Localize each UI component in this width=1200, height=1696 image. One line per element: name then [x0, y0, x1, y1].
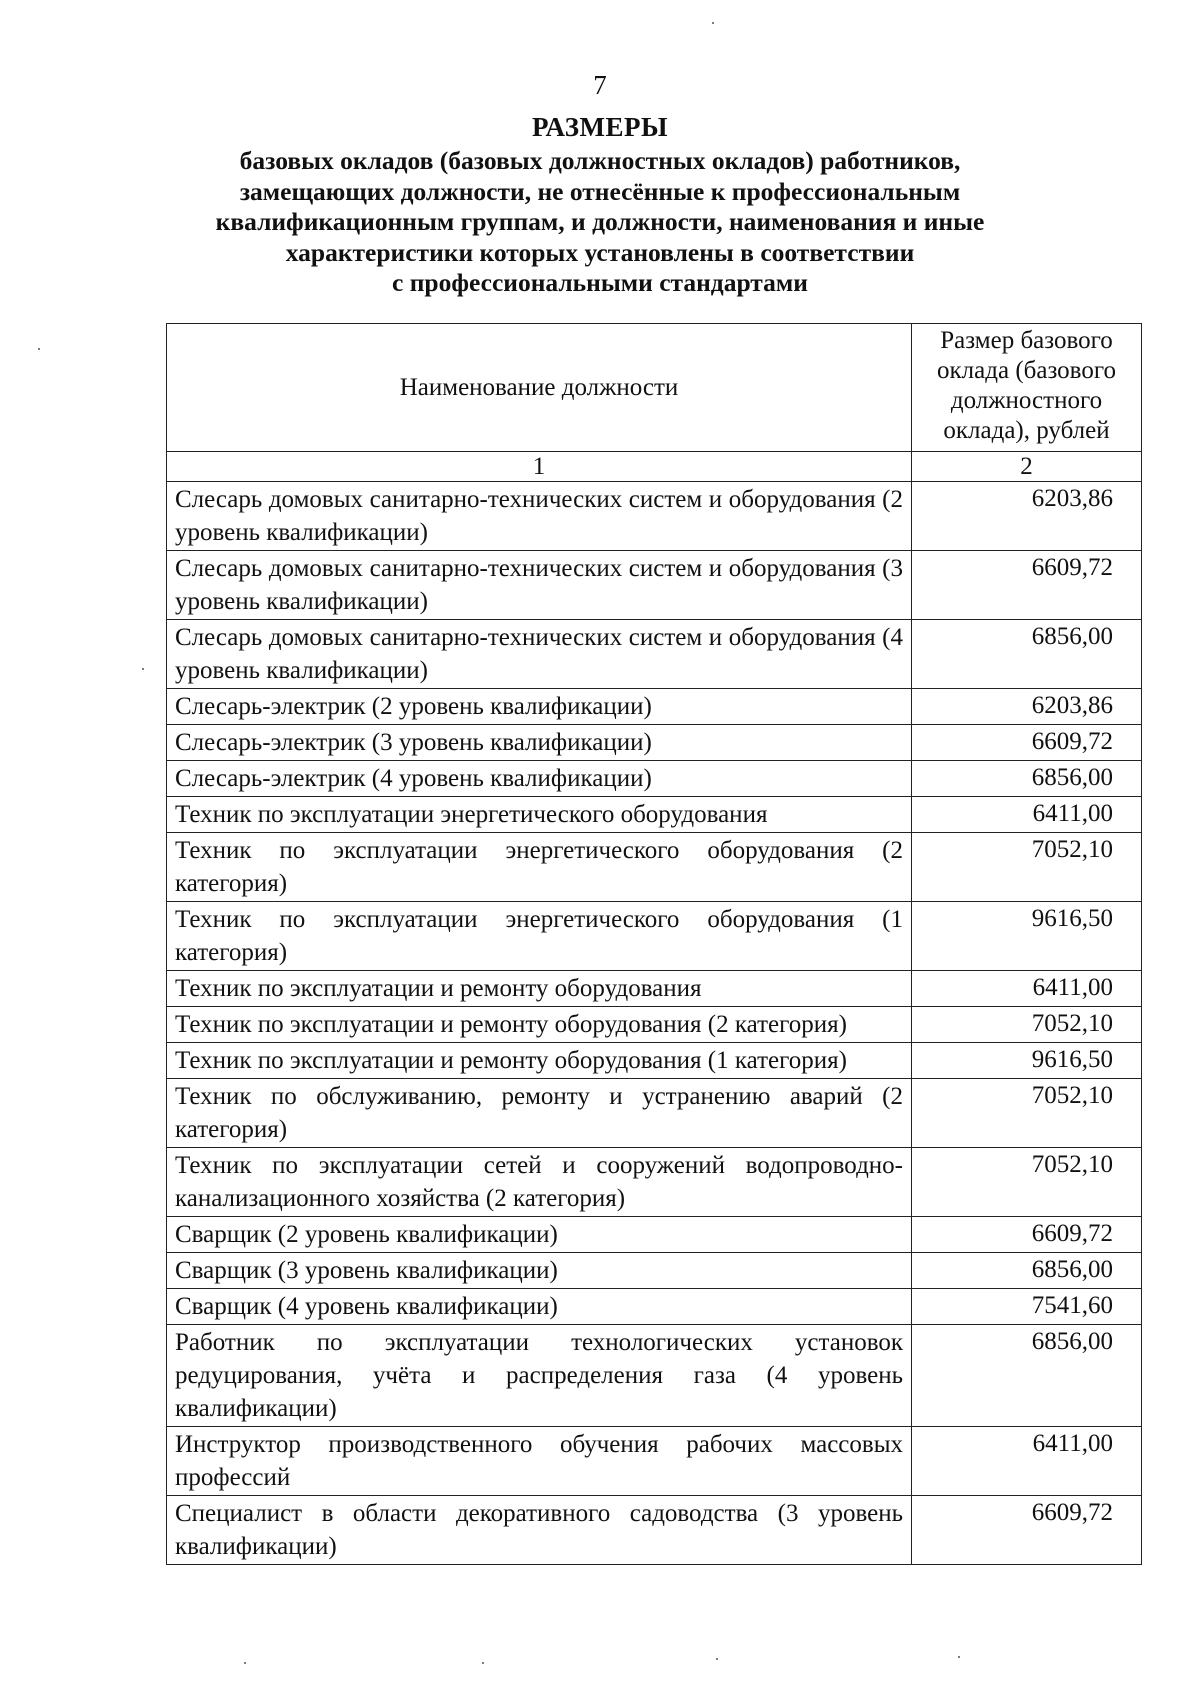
salary-value: 7052,10 [912, 1079, 1142, 1148]
document-title: РАЗМЕРЫ [531, 112, 669, 142]
salary-value: 6856,00 [912, 620, 1142, 689]
salary-value: 6203,86 [912, 689, 1142, 725]
subtitle-line: характеристики которых установлены в соответствии [285, 237, 915, 267]
salary-value: 6609,72 [912, 551, 1142, 620]
header-position: Наименование должности [167, 324, 912, 452]
document-subtitle [180, 146, 1020, 299]
position-name: Техник по обслуживанию, ремонту и устранению аварий (2 категория) [167, 1079, 912, 1148]
table-row [167, 689, 1142, 725]
column-number: 1 [167, 452, 912, 482]
salary-value: 9616,50 [912, 1043, 1142, 1079]
salary-value: 9616,50 [912, 902, 1142, 971]
salary-value: 6411,00 [912, 971, 1142, 1007]
salary-value: 6203,86 [912, 482, 1142, 551]
position-name: Техник по эксплуатации энергетического оборудования (1 категория) [167, 902, 912, 971]
table-row [167, 1148, 1142, 1217]
position-name: Сварщик (4 уровень квалификации) [167, 1289, 912, 1325]
salary-value: 6609,72 [912, 1496, 1142, 1565]
table-row [167, 1289, 1142, 1325]
position-name: Слесарь домовых санитарно-технических систем и оборудования (2 уровень квалификации) [167, 482, 912, 551]
salary-value: 6609,72 [912, 725, 1142, 761]
column-number-row [167, 452, 1142, 482]
position-name: Слесарь-электрик (4 уровень квалификации) [167, 761, 912, 797]
table-row [167, 551, 1142, 620]
position-name: Слесарь домовых санитарно-технических систем и оборудования (3 уровень квалификации) [167, 551, 912, 620]
table-row [167, 797, 1142, 833]
table-row [167, 1325, 1142, 1427]
table-row [167, 833, 1142, 902]
salary-value: 6856,00 [912, 1325, 1142, 1427]
salary-value: 6856,00 [912, 1253, 1142, 1289]
header-salary: Размер базового оклада (базового должностного оклада), рублей [912, 324, 1142, 452]
salary-value: 7541,60 [912, 1289, 1142, 1325]
column-number: 2 [912, 452, 1142, 482]
table-row [167, 1079, 1142, 1148]
salary-value: 6411,00 [912, 1427, 1142, 1496]
table-row [167, 725, 1142, 761]
table-row [167, 971, 1142, 1007]
table-row [167, 761, 1142, 797]
table-header-row [167, 324, 1142, 452]
table-row [167, 902, 1142, 971]
subtitle-line: замещающих должности, не отнесённые к профессиональным [239, 176, 961, 206]
position-name: Сварщик (3 уровень квалификации) [167, 1253, 912, 1289]
position-name: Техник по эксплуатации энергетического оборудования (2 категория) [167, 833, 912, 902]
position-name: Работник по эксплуатации технологических установок редуцирования, учёта и распределения газа (4 уровень квалификации) [167, 1325, 912, 1427]
position-name: Техник по эксплуатации и ремонту оборудования (2 категория) [167, 1007, 912, 1043]
page-number: 7 [593, 70, 607, 100]
salary-value: 6609,72 [912, 1217, 1142, 1253]
position-name: Сварщик (2 уровень квалификации) [167, 1217, 912, 1253]
table-row [167, 1253, 1142, 1289]
salary-value: 6411,00 [912, 797, 1142, 833]
position-name: Техник по эксплуатации и ремонту оборудования [167, 971, 912, 1007]
salary-value: 7052,10 [912, 833, 1142, 902]
table-row [167, 1043, 1142, 1079]
table-row [167, 1217, 1142, 1253]
subtitle-line: с профессиональными стандартами [392, 268, 808, 297]
table-row [167, 482, 1142, 551]
table-row [167, 1427, 1142, 1496]
table-row [167, 1496, 1142, 1565]
position-name: Инструктор производственного обучения рабочих массовых профессий [167, 1427, 912, 1496]
subtitle-line: квалификационным группам, и должности, наименования и иные [215, 207, 985, 236]
position-name: Слесарь-электрик (3 уровень квалификации) [167, 725, 912, 761]
position-name: Техник по эксплуатации и ремонту оборудования (1 категория) [167, 1043, 912, 1079]
table-row [167, 620, 1142, 689]
salary-value: 6856,00 [912, 761, 1142, 797]
position-name: Слесарь домовых санитарно-технических систем и оборудования (4 уровень квалификации) [167, 620, 912, 689]
salary-table [166, 323, 1142, 1565]
subtitle-line: базовых окладов (базовых должностных окладов) работников, [239, 146, 961, 175]
table-row [167, 1007, 1142, 1043]
position-name: Техник по эксплуатации энергетического оборудования [167, 797, 912, 833]
salary-value: 7052,10 [912, 1007, 1142, 1043]
position-name: Специалист в области декоративного садоводства (3 уровень квалификации) [167, 1496, 912, 1565]
position-name: Техник по эксплуатации сетей и сооружений водопроводно-канализационного хозяйства (2 категория) [167, 1148, 912, 1217]
position-name: Слесарь-электрик (2 уровень квалификации) [167, 689, 912, 725]
salary-value: 7052,10 [912, 1148, 1142, 1217]
